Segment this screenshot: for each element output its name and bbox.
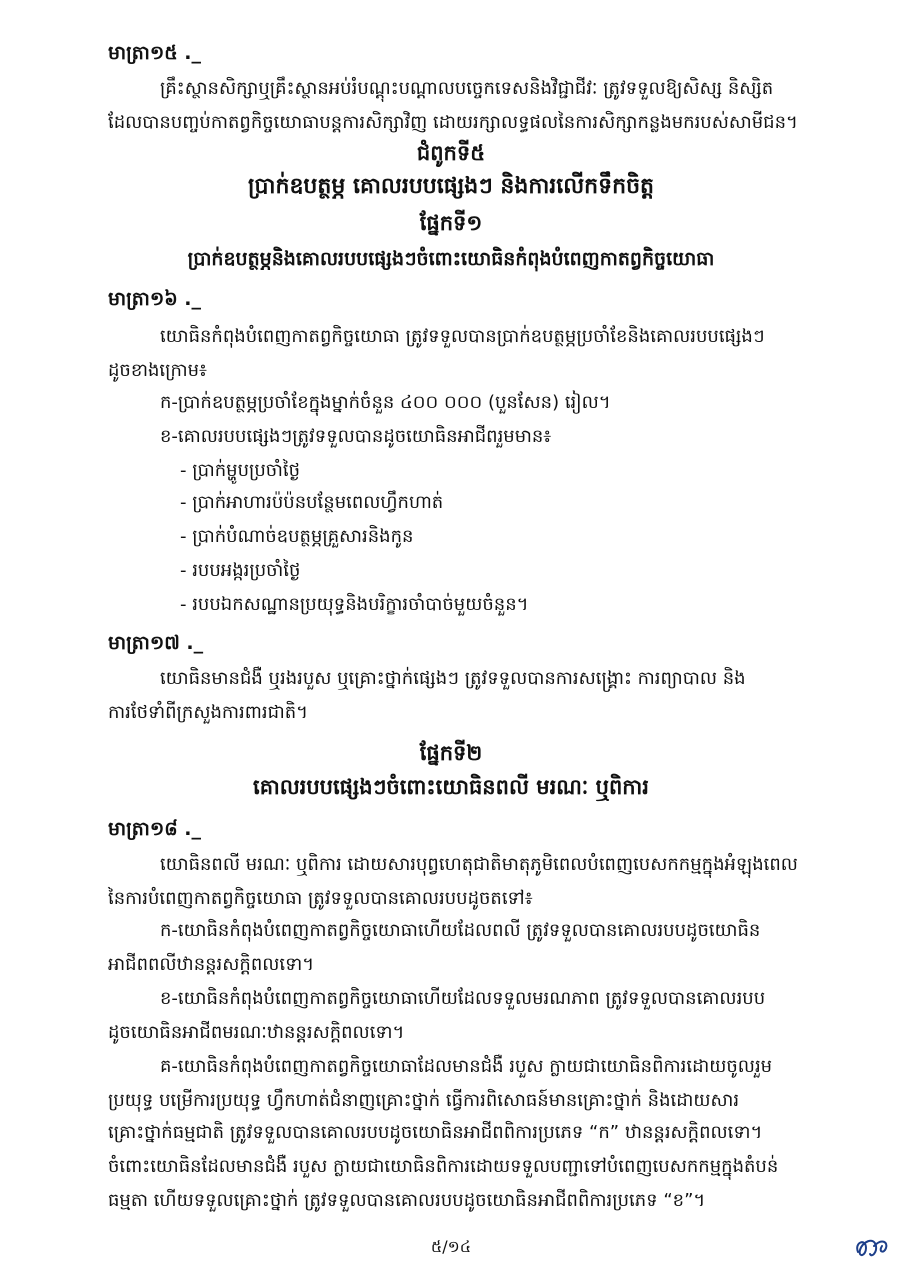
- part-heading: ផ្នែកទី១: [419, 211, 483, 235]
- paragraph-line: ចំពោះយោធិនដែលមានជំងឺ របួស ក្លាយជាយោធិនពិការដោយទទួលបញ្ជាទៅបំពេញបេសកកម្មក្នុងតំបន់: [108, 1156, 779, 1177]
- paragraph-line: ការថែទាំពីក្រសួងការពារជាតិ។: [108, 702, 309, 723]
- paragraph-line: ធម្មតា ហើយទទួលគ្រោះថ្នាក់ ត្រូវទទួលបានគោលរបបដូចយោធិនអាជីពពិការប្រភេទ “ខ”។: [108, 1190, 706, 1211]
- article-16-heading: មាត្រា១៦ ._: [108, 288, 202, 310]
- paragraph-line: នៃការបំពេញកាតព្វកិច្ចយោធា ត្រូវទទួលបានគោលរបបដូចតទៅ៖: [108, 888, 533, 909]
- article-15-heading: មាត្រា១៥ ._: [108, 42, 202, 64]
- paragraph-line: អាជីពពលីឋានន្តរសក្តិពលទោ។: [108, 954, 315, 975]
- paragraph-line: ដែលបានបញ្ចប់កាតព្វកិច្ចយោធាបន្តការសិក្សាវិញ ដោយរក្សាលទ្ធផលនៃការសិក្សាកន្លងមករបស់សាមីជន។: [108, 112, 798, 133]
- list-item: ខ-គោលរបបផ្សេងៗត្រូវទទួលបានដូចយោធិនអាជីពរួមមាន៖: [160, 426, 552, 447]
- paragraph-line: ដូចខាងក្រោម៖: [108, 360, 207, 381]
- part-title: គោលរបបផ្សេងៗចំពោះយោធិនពលី មរណៈ ឬពិការ: [253, 775, 649, 799]
- page-number: ៥/១៤: [430, 1237, 472, 1256]
- part-title: ប្រាក់ឧបត្ថម្ភនិងគោលរបបផ្សេងៗចំពោះយោធិនកំពុងបំពេញកាតព្វកិច្ចយោធា: [187, 248, 715, 270]
- bullet-item: - ប្រាក់ម្ហូបប្រចាំថ្ងៃ: [180, 460, 301, 481]
- bullet-item: - របបអង្ករប្រចាំថ្ងៃ: [180, 560, 301, 581]
- paragraph-line: ដូចយោធិនអាជីពមរណៈឋានន្តរសក្តិពលទោ។: [108, 1022, 405, 1043]
- paragraph-line: គ្រឹះស្ថានសិក្សាឬគ្រឹះស្ថានអប់រំបណ្តុះបណ្តាលបច្ចេកទេសនិងវិជ្ជាជីវៈ ត្រូវទទួលឱ្យសិស្ស និស្សិត: [160, 78, 774, 99]
- list-item: ក-ប្រាក់ឧបត្ថម្ភប្រចាំខែក្នុងម្នាក់ចំនួន ៤០០ ០០០ (បួនសែន) រៀល។: [160, 392, 611, 413]
- article-17-heading: មាត្រា១៧ ._: [108, 632, 204, 654]
- paragraph-line: ក-យោធិនកំពុងបំពេញកាតព្វកិច្ចយោធាហើយដែលពលី ត្រូវទទួលបានគោលរបបដូចយោធិន: [160, 920, 761, 941]
- paragraph-line: គ-យោធិនកំពុងបំពេញកាតព្វកិច្ចយោធាដែលមានជំងឺ របួស ក្លាយជាយោធិនពិការដោយចូលរួម: [160, 1056, 773, 1077]
- paragraph-line: យោធិនពលី មរណៈ ឬពិការ ដោយសារបុព្វហេតុជាតិមាតុភូមិពេលបំពេញបេសកកម្មក្នុងអំឡុងពេល: [160, 854, 798, 875]
- paragraph-line: ប្រយុទ្ធ បម្រើការប្រយុទ្ធ ហ្វឹកហាត់ជំនាញគ្រោះថ្នាក់ ធ្វើការពិសោធន៍មានគ្រោះថ្នាក់ និងដោយសារ: [108, 1090, 740, 1111]
- initials-signature: [852, 1232, 892, 1264]
- part-heading: ផ្នែកទី២: [419, 741, 483, 765]
- bullet-item: - ប្រាក់បំណាច់ឧបត្ថម្ភគ្រួសារនិងកូន: [180, 526, 414, 547]
- paragraph-line: ខ-យោធិនកំពុងបំពេញកាតព្វកិច្ចយោធាហើយដែលទទួលមរណភាព ត្រូវទទួលបានគោលរបប: [160, 988, 766, 1009]
- paragraph-line: យោធិនមានជំងឺ ឬរងរបួស ឬគ្រោះថ្នាក់ផ្សេងៗ ត្រូវទទួលបានការសង្គ្រោះ ការព្យាបាល និង: [160, 668, 746, 689]
- bullet-item: - របបឯកសណ្ឋានប្រយុទ្ធនិងបរិក្ខារចាំបាច់មួយចំនួន។: [180, 594, 529, 615]
- paragraph-line: យោធិនកំពុងបំពេញកាតព្វកិច្ចយោធា ត្រូវទទួលបានប្រាក់ឧបត្ថម្ភប្រចាំខែនិងគោលរបបផ្សេងៗ: [160, 326, 765, 347]
- article-18-heading: មាត្រា១៨ ._: [108, 818, 202, 840]
- paragraph-line: គ្រោះថ្នាក់ធម្មជាតិ ត្រូវទទួលបានគោលរបបដូចយោធិនអាជីពពិការប្រភេទ “ក” ឋានន្តរសក្តិពលទោ។: [108, 1122, 763, 1143]
- chapter-heading: ជំពូកទី៥: [416, 141, 486, 165]
- chapter-title: ប្រាក់ឧបត្ថម្ភ គោលរបបផ្សេងៗ និងការលើកទឹកចិត្ត: [247, 174, 654, 199]
- bullet-item: - ប្រាក់អាហារប៉ប៉នបន្ថែមពេលហ្វឹកហាត់: [180, 492, 444, 513]
